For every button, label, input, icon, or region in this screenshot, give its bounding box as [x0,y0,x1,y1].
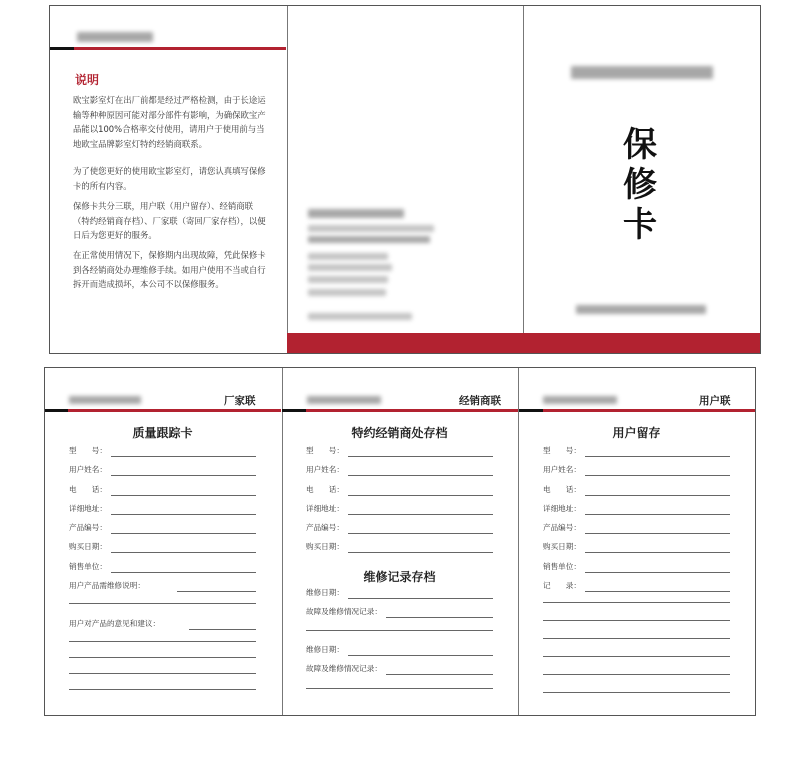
dealer-bar-red [306,409,518,412]
factory-field-address[interactable]: 详细地址： [69,502,256,516]
front-title-char-3: 卡 [623,205,657,245]
user-record-line[interactable] [543,620,730,621]
dealer-field-model[interactable]: 型 号： [306,444,493,458]
user-field-phone[interactable]: 电 话： [543,483,730,497]
user-form-title: 用户留存 [612,426,661,440]
factory-field-name[interactable]: 用户姓名： [69,463,256,477]
factory-bar-dark [45,409,68,412]
dealer-form-title: 特约经销商处存档 [351,426,448,440]
user-brand-blurred [543,396,617,404]
notes-paragraph-4: 在正常使用情况下，保修期内出现故障，凭此保修卡到各经销商处办理维修手续。如用户使用不当或自行拆开而造成损坏，本公司不以保修服务。 [73,250,266,290]
user-record-line[interactable] [543,602,730,603]
factory-field-date[interactable]: 购买日期： [69,540,256,554]
user-tag: 用户联 [699,395,731,407]
user-field-record[interactable]: 记 录： [543,579,730,593]
factory-field-serial[interactable]: 产品编号： [69,521,256,535]
user-bar-dark [519,409,543,412]
dealer-field-date[interactable]: 购买日期： [306,540,493,554]
dealer-field-name[interactable]: 用户姓名： [306,463,493,477]
dealer-repair-date-2[interactable]: 维修日期： [306,643,493,657]
user-record-line[interactable] [543,656,730,657]
factory-opinion-line[interactable] [69,673,256,674]
user-field-name[interactable]: 用户姓名： [543,463,730,477]
user-field-address[interactable]: 详细地址： [543,502,730,516]
factory-form-title: 质量跟踪卡 [132,426,193,440]
dealer-field-address[interactable]: 详细地址： [306,502,493,516]
notes-paragraph-3: 保修卡共分三联，用户联（用户留存）、经销商联（特约经销商存档）、厂家联（寄回厂家存档），以便日后为您更好的服务。 [73,201,266,241]
notes-paragraph-2: 为了使您更好的使用欧宝影室灯，请您认真填写保修卡的所有内容。 [73,166,266,191]
factory-bar-red [68,409,281,412]
notes-title: 说明 [75,73,100,87]
fold-line-right [523,6,524,353]
accent-bar-red [74,47,286,50]
user-field-seller[interactable]: 销售单位： [543,560,730,574]
dealer-brand-blurred [307,396,381,404]
dealer-tag: 经销商联 [459,395,501,407]
user-field-model[interactable]: 型 号： [543,444,730,458]
front-brand-blurred [571,66,713,79]
factory-opinion-line[interactable] [69,689,256,690]
front-title-char-1: 保 [623,125,657,165]
factory-field-phone[interactable]: 电 话： [69,483,256,497]
dealer-field-serial[interactable]: 产品编号： [306,521,493,535]
user-field-serial[interactable]: 产品编号： [543,521,730,535]
dealer-bar-dark [282,409,306,412]
user-field-date[interactable]: 购买日期： [543,540,730,554]
dealer-field-phone[interactable]: 电 话： [306,483,493,497]
user-record-line[interactable] [543,674,730,675]
fold-line-left [287,6,288,353]
factory-opinion-line[interactable] [69,641,256,642]
dealer-repair-date-1[interactable]: 维修日期： [306,586,493,600]
user-bar-red [543,409,755,412]
cover-bottom-band [287,333,760,353]
factory-opinion-line[interactable] [69,657,256,658]
dealer-repair-line[interactable] [306,630,493,631]
factory-field-repair-desc[interactable]: 用户产品需维修说明： [69,579,256,593]
user-record-line[interactable] [543,638,730,639]
fold-line-right [518,368,519,715]
factory-field-opinion[interactable]: 用户对产品的意见和建议： [69,617,256,631]
dealer-repair-record-2[interactable]: 故障及维修情况记录： [306,662,493,676]
dealer-repair-line[interactable] [306,688,493,689]
accent-bar-dark [50,47,74,50]
dealer-repair-record-1[interactable]: 故障及维修情况记录： [306,605,493,619]
dealer-repair-title: 维修记录存档 [363,570,436,584]
brand-logo-blurred [77,32,153,42]
factory-field-seller[interactable]: 销售单位： [69,560,256,574]
fold-line-left [282,368,283,715]
front-title-char-2: 修 [623,165,657,205]
front-company-blurred [576,305,706,314]
notes-paragraph-1: 欧宝影室灯在出厂前都是经过严格检测，由于长途运输等种种原因可能对部分部件有影响，为确保欧宝产品能以100%合格率交付使用，请用户于使用前与当地欧宝品牌影室灯特约经销商联系。 [73,95,266,149]
user-record-line[interactable] [543,692,730,693]
factory-repair-line[interactable] [69,603,256,604]
factory-brand-blurred [69,396,141,404]
factory-tag: 厂家联 [224,395,256,407]
factory-field-model[interactable]: 型 号： [69,444,256,458]
